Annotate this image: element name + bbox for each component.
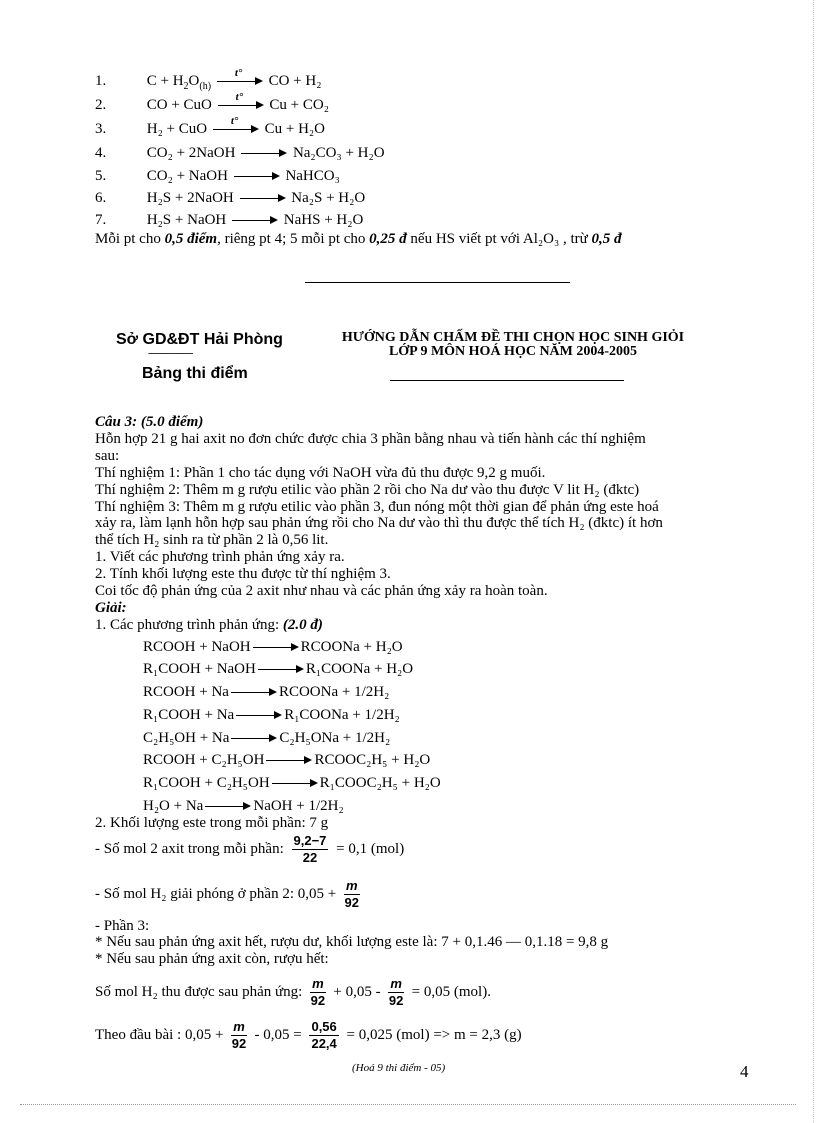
eq-number: 4.: [95, 145, 107, 161]
eq-number: 6.: [95, 190, 107, 206]
arrow-icon: [258, 665, 304, 675]
mol-acid-line: - Số mol 2 axit trong mỗi phần: $\frac{9,2-7}{22}$ = 0,1 (mol): [95, 833, 405, 866]
reaction: R₁COOH + C₂H₅OH R₁COOC₂H₅ + H₂O: [143, 775, 441, 791]
eq-rhs: Cu + H₂O: [264, 121, 325, 137]
arrow-icon: [240, 194, 286, 204]
eq-lhs: CO + CuO: [146, 97, 212, 113]
divider: [305, 282, 570, 283]
equation-1: [95, 66, 322, 96]
arrow-icon: [236, 711, 282, 721]
final-line: Theo đầu bài : 0,05 + $\frac{m}{92}$ - 0,05 = $\frac{0,56}{22,4}$ = 0,025 (mol) => m = 2,3 (g): [95, 1019, 522, 1052]
mol-h2-line: - Số mol H₂ giải phóng ở phần 2: 0,05 + $\frac{m}{92}$: [95, 878, 359, 911]
reaction: RCOOH + NaOH RCOONa + H₂O: [143, 639, 403, 655]
fraction: $\frac{9,2-7}{22}$: [293, 833, 327, 866]
department-rule: -------------------: [148, 348, 193, 359]
fraction: $\frac{0,56}{22,4}$: [311, 1019, 337, 1052]
heat-arrow-icon: t°: [213, 125, 259, 135]
title-line-1: HƯỚNG DẪN CHẤM ĐỀ THI CHỌN HỌC SINH GIỎI: [341, 330, 685, 345]
equation-7: [95, 211, 363, 229]
eq-number: 7.: [95, 212, 107, 228]
equation-2: [95, 90, 329, 114]
arrow-icon: [234, 172, 280, 182]
fraction: $\frac{m}{92}$: [388, 976, 404, 1009]
page-title: [328, 331, 698, 359]
equation-4: [95, 144, 385, 162]
reaction: C₂H₅OH + Na C₂H₅ONa + 1/2H₂: [143, 730, 391, 746]
arrow-icon: [232, 216, 278, 226]
question-line: Hỗn hợp 21 g hai axit no đơn chức được chia 3 phần bằng nhau và tiến hành các thí nghiệm: [95, 431, 646, 447]
heat-arrow-icon: t°: [217, 77, 263, 87]
part1-label: 1. Các phương trình phản ứng: (2.0 đ): [95, 617, 323, 633]
solution-heading: Giải:: [95, 600, 127, 616]
eq-number: 2.: [95, 97, 107, 113]
question-line: Thí nghiệm 3: Thêm m g rượu etilic vào phần 3, đun nóng một thời gian để phản ứng este hoá: [95, 499, 659, 515]
eq-lhs: H₂S + 2NaOH: [146, 190, 234, 206]
eq-rhs: Cu + CO₂: [269, 97, 329, 113]
eq-rhs: Na₂CO₃ + H₂O: [292, 145, 385, 161]
page-edge: [20, 1104, 796, 1105]
reaction: H₂O + Na NaOH + 1/2H₂: [143, 798, 344, 814]
equation-3: [95, 114, 325, 138]
arrow-icon: [231, 688, 277, 698]
eq-lhs: CO₂ + NaOH: [146, 168, 228, 184]
question-line: 2. Tính khối lượng este thu được từ thí nghiệm 3.: [95, 566, 391, 582]
case-1: * Nếu sau phản ứng axit hết, rượu dư, khối lượng este là: 7 + 0,1.46 — 0,1.18 = 9,8 g: [95, 934, 609, 950]
question-heading: Câu 3: (5.0 điểm): [95, 414, 204, 430]
fraction: $\frac{m}{92}$: [231, 1019, 247, 1052]
eq-rhs: NaHCO₃: [285, 168, 340, 184]
scoring-note: Mỗi pt cho 0,5 điểm, riêng pt 4; 5 mỗi pt cho 0,25 đ nếu HS viết pt với Al₂O₃ , trừ 0,5 đ: [95, 231, 622, 247]
question-line: 1. Viết các phương trình phản ứng xảy ra.: [95, 549, 345, 565]
h2-after-line: Số mol H₂ thu được sau phản ứng: $\frac{m}{92}$ + 0,05 - $\frac{m}{92}$ = 0,05 (mol).: [95, 976, 491, 1009]
eq-rhs: CO + H₂: [268, 73, 322, 89]
question-line: xảy ra, làm lạnh hỗn hợp sau phản ứng rồi cho Na dư vào thì thu được thể tích H₂ (đktc) ít hơn: [95, 515, 663, 531]
part2-label: 2. Khối lượng este trong mỗi phần: 7 g: [95, 815, 329, 831]
reaction: R₁COOH + Na R₁COONa + 1/2H₂: [143, 707, 400, 723]
eq-lhs: H₂ + CuO: [146, 121, 208, 137]
equation-5: [95, 167, 340, 185]
footer-note: (Hoá 9 thi điểm - 05): [352, 1062, 446, 1074]
eq-number: 3.: [95, 121, 107, 137]
case-2: * Nếu sau phản ứng axit còn, rượu hết:: [95, 951, 329, 967]
reaction: R₁COOH + NaOH R₁COONa + H₂O: [143, 661, 414, 677]
reaction: RCOOH + C₂H₅OH RCOOC₂H₅ + H₂O: [143, 752, 431, 768]
eq-rhs: NaHS + H₂O: [283, 212, 364, 228]
eq-lhs: CO₂ + 2NaOH: [146, 145, 236, 161]
arrow-icon: [231, 734, 277, 744]
reaction: RCOOH + Na RCOONa + 1/2H₂: [143, 684, 390, 700]
question-line: sau:: [95, 448, 120, 464]
heat-arrow-icon: t°: [218, 101, 264, 111]
eq-rhs: Na₂S + H₂O: [291, 190, 366, 206]
arrow-icon: [241, 149, 287, 159]
question-line: Coi tốc độ phản ứng của 2 axit như nhau và các phản ứng xảy ra hoàn toàn.: [95, 583, 548, 599]
part3-label: - Phần 3:: [95, 918, 150, 934]
question-line: Thí nghiệm 2: Thêm m g rượu etilic vào phần 2 rồi cho Na dư vào thu được V lit H₂ (đktc): [95, 482, 640, 498]
page-edge-right: [813, 0, 814, 1123]
title-underline: [390, 380, 624, 381]
eq-lhs: $C + H_2O_{(h)}$: [146, 73, 212, 92]
department-name: Sở GD&ĐT Hải Phòng: [116, 331, 283, 348]
question-line: Thí nghiệm 1: Phần 1 cho tác dụng với NaOH vừa đủ thu được 9,2 g muối.: [95, 465, 546, 481]
board-name: Bảng thi điểm: [142, 365, 248, 382]
eq-number: 1.: [95, 73, 107, 89]
arrow-icon: [272, 779, 318, 789]
question-line: thể tích H₂ sinh ra từ phần 2 là 0,56 lit.: [95, 532, 329, 548]
eq-number: 5.: [95, 168, 107, 184]
arrow-icon: [253, 643, 299, 653]
arrow-icon: [205, 802, 251, 812]
page-number: 4: [740, 1062, 749, 1081]
title-line-2: LỚP 9 MÔN HOÁ HỌC NĂM 2004-2005: [388, 344, 638, 359]
fraction: $\frac{m}{92}$: [344, 878, 359, 911]
eq-lhs: H₂S + NaOH: [146, 212, 227, 228]
fraction: $\frac{m}{92}$: [310, 976, 326, 1009]
arrow-icon: [266, 756, 312, 766]
equation-6: [95, 189, 365, 207]
